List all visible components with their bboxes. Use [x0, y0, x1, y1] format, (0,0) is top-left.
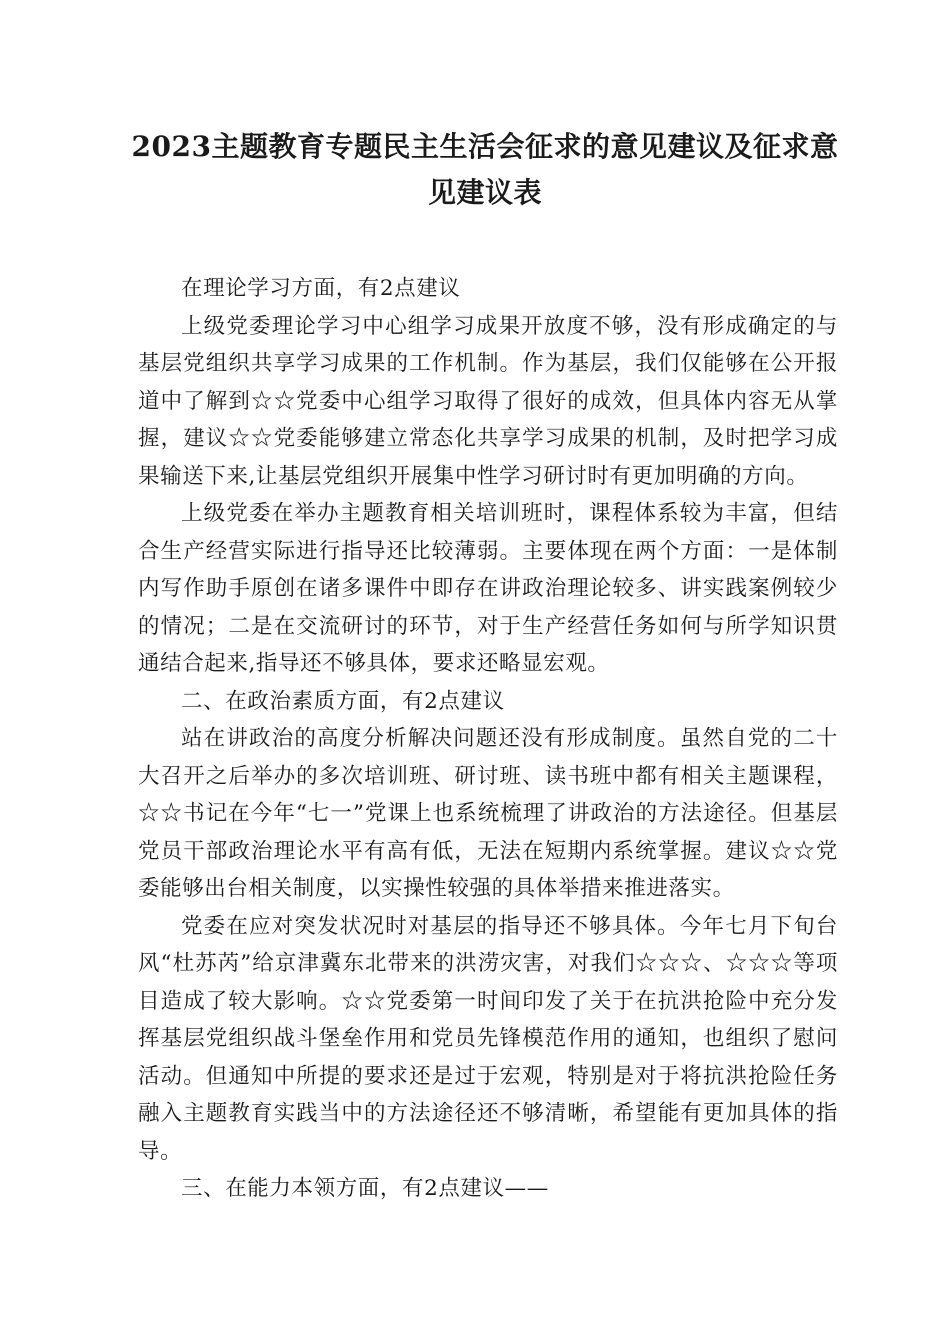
paragraph-study-results-sharing: 上级党委理论学习中心组学习成果开放度不够，没有形成确定的与基层党组织共享学习成果的工作机制。作为基层，我们仅能够在公开报道中了解到☆☆党委中心组学习取得了很好的成效，但具体内容无从掌握，建议☆☆党委能够建立常态化共享学习成果的机制，及时把学习成果输送下来,让基层党组织开展集中性学习研讨时有更加明确的方向。 — [138, 313, 838, 489]
section-heading-theory-study: 在理论学习方面，有2点建议 — [181, 276, 461, 301]
paragraph-emergency-guidance: 党委在应对突发状况时对基层的指导还不够具体。今年七月下旬台风“杜苏芮”给京津冀东北带来的洪涝灾害，对我们☆☆☆、☆☆☆等项目造成了较大影响。☆☆党委第一时间印发了关于在抗洪抢险中充分发挥基层党组织战斗堡垒作用和党员先锋模范作用的通知，也组织了慰问活动。但通知中所提的要求还是过于宏观，特别是对于将抗洪抢险任务融入主题教育实践当中的方法途径还不够清晰，希望能有更加具体的指导。 — [138, 913, 838, 1164]
section-heading-political-quality: 二、在政治素质方面，有2点建议 — [181, 688, 505, 714]
document-title: 2023主题教育专题民主生活会征求的意见建议及征求意见建议表 — [131, 130, 839, 209]
paragraph-political-system: 站在讲政治的高度分析解决问题还没有形成制度。虽然自党的二十大召开之后举办的多次培训班、研讨班、读书班中都有相关主题课程，☆☆书记在今年“七一”党课上也系统梳理了讲政治的方法途径。但基层党员干部政治理论水平有高有低，无法在短期内系统掌握。建议☆☆党委能够出台相关制度，以实操性较强的具体举措来推进落实。 — [138, 726, 838, 901]
section-heading-ability: 三、在能力本领方面，有2点建议—— — [181, 1176, 549, 1201]
paragraph-training-courses: 上级党委在举办主题教育相关培训班时，课程体系较为丰富，但结合生产经营实际进行指导还比较薄弱。主要体现在两个方面：一是体制内写作助手原创在诸多课件中即存在讲政治理论较多、讲实践案例较少的情况；二是在交流研讨的环节，对于生产经营任务如何与所学知识贯通结合起来,指导还不够具体，要求还略显宏观。 — [138, 501, 838, 676]
document-body — [138, 270, 838, 1208]
